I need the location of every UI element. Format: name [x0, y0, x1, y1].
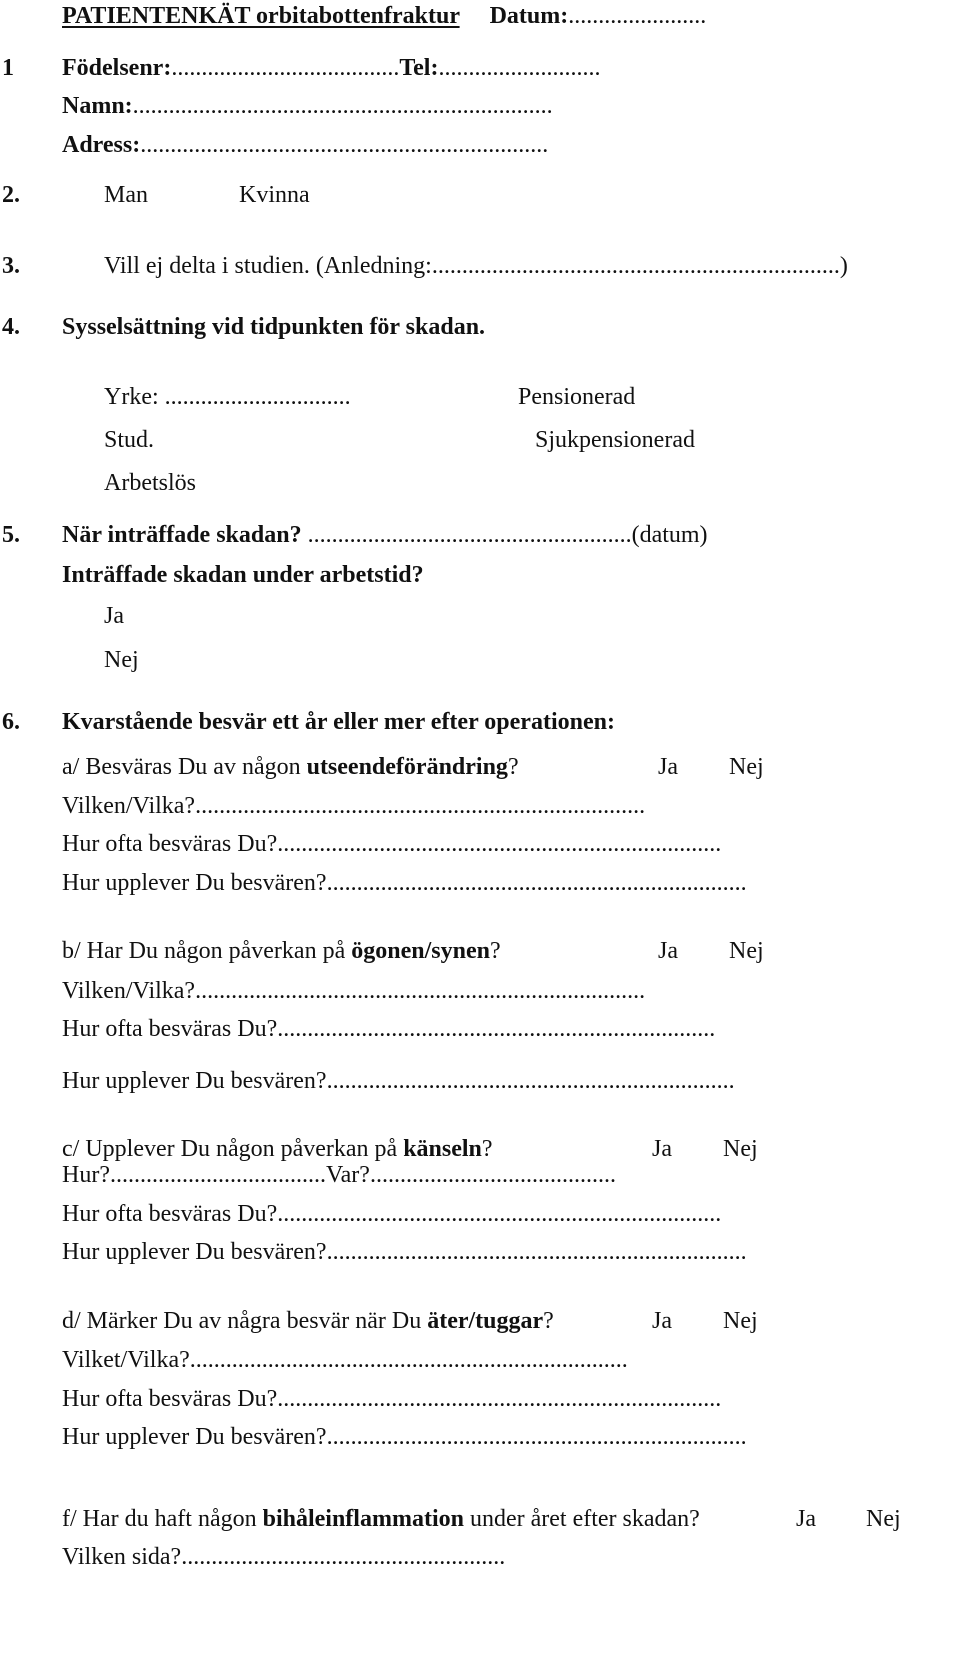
injury-date-field[interactable]: ...................................................... [301, 522, 632, 548]
q6c-how-where-field[interactable]: Hur?....................................Var?......................................... [62, 1162, 616, 1188]
form-title [62, 2, 706, 30]
question-number-5: 5. [2, 522, 20, 548]
occupation-title: Sysselsättning vid tidpunkten för skadan. [62, 314, 486, 340]
birth-tel-row [62, 54, 600, 82]
work-time-yes[interactable]: Ja [104, 603, 124, 629]
tel-label: Tel: [399, 55, 439, 81]
q6a-yes[interactable]: Ja [658, 754, 678, 780]
question-number-6: 6. [2, 709, 20, 735]
option-man[interactable]: Man [104, 182, 148, 208]
q6d-keyword: äter/tuggar [427, 1308, 544, 1334]
address-label: Adress: [62, 132, 141, 158]
injury-date-question: När inträffade skadan? [62, 522, 302, 548]
work-time-no[interactable]: Nej [104, 647, 139, 673]
q6f-which-field[interactable]: Vilken sida?...................................................... [62, 1544, 506, 1570]
name-field[interactable]: ...................................................................... [132, 93, 553, 119]
q6d-no[interactable]: Nej [723, 1308, 758, 1334]
q6b-experience-field[interactable]: Hur upplever Du besvären?.................................................................... [62, 1068, 735, 1094]
q6b-often-field[interactable]: Hur ofta besväras Du?......................................................................... [62, 1016, 716, 1042]
decline-text[interactable]: Vill ej delta i studien. (Anledning: [104, 253, 432, 279]
q6f-suffix: under året efter skadan? [463, 1506, 700, 1532]
q6d-prefix: d/ Märker Du av några besvär när Du [62, 1308, 428, 1334]
q6a-no[interactable]: Nej [729, 754, 764, 780]
q6b-yes[interactable]: Ja [658, 938, 678, 964]
q6d-yes[interactable]: Ja [652, 1308, 672, 1334]
q6d-which-field[interactable]: Vilket/Vilka?......................................................................... [62, 1347, 628, 1373]
page-title: PATIENTENKÄT orbitabottenfraktur [62, 3, 460, 29]
q6c-experience-field[interactable]: Hur upplever Du besvären?...................................................................... [62, 1239, 747, 1265]
option-yrke[interactable]: Yrke: ............................... [104, 384, 351, 410]
q6f-prefix: f/ Har du haft någon [62, 1506, 263, 1532]
q6c-often-field[interactable]: Hur ofta besväras Du?.......................................................................... [62, 1201, 722, 1227]
date-field[interactable]: ....................... [568, 3, 707, 29]
decline-row [104, 252, 848, 280]
datum-hint: (datum) [631, 522, 708, 548]
option-arbetslos[interactable]: Arbetslös [104, 470, 196, 496]
q6b-prefix: b/ Har Du någon påverkan på [62, 938, 352, 964]
question-number-4: 4. [2, 314, 20, 340]
option-sjukpensionerad[interactable]: Sjukpensionerad [535, 427, 695, 453]
q6c-suffix: ? [481, 1136, 493, 1162]
q6c-keyword: känseln [403, 1136, 482, 1162]
address-field[interactable]: .................................................................... [140, 132, 549, 158]
q6a-prefix: a/ Besväras Du av någon [62, 754, 307, 780]
q6a-experience-field[interactable]: Hur upplever Du besvären?...................................................................... [62, 870, 747, 896]
q6c-question [62, 1135, 493, 1163]
q6b-keyword: ögonen/synen [351, 938, 490, 964]
decline-close-paren: ) [839, 253, 848, 279]
question-number-1: 1 [2, 55, 14, 81]
q6b-question [62, 937, 501, 965]
option-stud[interactable]: Stud. [104, 427, 155, 453]
option-woman[interactable]: Kvinna [239, 182, 310, 208]
q6d-experience-field[interactable]: Hur upplever Du besvären?...................................................................... [62, 1424, 747, 1450]
residual-title: Kvarstående besvär ett år eller mer efter operationen: [62, 709, 615, 735]
q6a-suffix: ? [507, 754, 519, 780]
decline-reason-field[interactable]: .................................................................... [431, 253, 840, 279]
name-label: Namn: [62, 93, 133, 119]
q6c-prefix: c/ Upplever Du någon påverkan på [62, 1136, 404, 1162]
option-pensionerad[interactable]: Pensionerad [518, 384, 636, 410]
q6f-keyword: bihåleinflammation [262, 1506, 464, 1532]
q6d-question [62, 1307, 554, 1335]
q6f-no[interactable]: Nej [866, 1506, 901, 1532]
address-row [62, 131, 548, 159]
q6b-suffix: ? [489, 938, 501, 964]
q6b-no[interactable]: Nej [729, 938, 764, 964]
q6f-question [62, 1505, 700, 1533]
q6f-yes[interactable]: Ja [796, 1506, 816, 1532]
q6d-often-field[interactable]: Hur ofta besväras Du?.......................................................................... [62, 1386, 722, 1412]
birth-number-label: Födelsenr: [62, 55, 172, 81]
q6b-which-field[interactable]: Vilken/Vilka?........................................................................... [62, 978, 646, 1004]
tel-field[interactable]: ........................... [438, 55, 601, 81]
q6c-yes[interactable]: Ja [652, 1136, 672, 1162]
question-number-2: 2. [2, 182, 20, 208]
date-label: Datum: [489, 3, 569, 29]
q6a-which-field[interactable]: Vilken/Vilka?........................................................................... [62, 793, 646, 819]
injury-date-row [62, 521, 708, 549]
q6d-suffix: ? [543, 1308, 554, 1334]
work-time-question: Inträffade skadan under arbetstid? [62, 562, 424, 588]
question-number-3: 3. [2, 253, 20, 279]
birth-number-field[interactable]: ...................................... [171, 55, 400, 81]
q6a-keyword: utseendeförändring [306, 754, 508, 780]
name-row [62, 92, 553, 120]
q6c-no[interactable]: Nej [723, 1136, 758, 1162]
q6a-question [62, 753, 519, 781]
q6a-often-field[interactable]: Hur ofta besväras Du?.......................................................................... [62, 831, 722, 857]
